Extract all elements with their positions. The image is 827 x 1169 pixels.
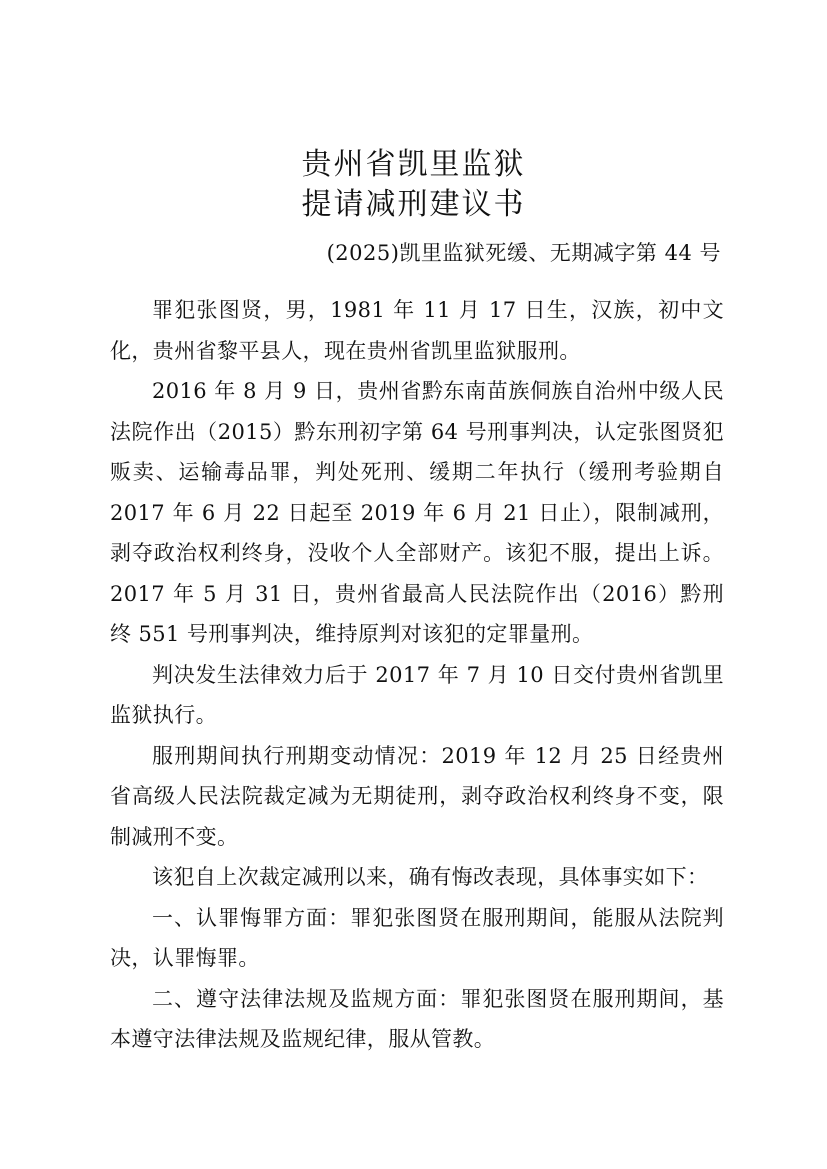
- title-line-institution: 贵州省凯里监狱: [301, 147, 526, 182]
- paragraph-admission-of-guilt: 一、认罪悔罪方面：罪犯张图贤在服刑期间，能服从法院判决，认罪悔罪。: [110, 905, 724, 970]
- document-title: [0, 145, 827, 225]
- document-body: [110, 290, 724, 1060]
- title-line-document-type: 提请减刑建议书: [301, 187, 526, 222]
- paragraph-delivery-for-execution: 判决发生法律效力后于 2017 年 7 月 10 日交付贵州省凯里监狱执行。: [110, 662, 724, 727]
- paragraph-repentance-summary: 该犯自上次裁定减刑以来，确有悔改表现，具体事实如下：: [152, 865, 709, 889]
- paragraph-criminal-info: 罪犯张图贤，男，1981 年 11 月 17 日生，汉族，初中文化，贵州省黎平县人，现在贵州省凯里监狱服刑。: [110, 298, 724, 363]
- document-number: (2025)凯里监狱死缓、无期减字第 44 号: [326, 241, 721, 265]
- paragraph-rule-compliance: 二、遵守法律法规及监规方面：罪犯张图贤在服刑期间，基本遵守法律法规及监规纪律，服从管教。: [110, 986, 724, 1051]
- paragraph-judgment-history: 2016 年 8 月 9 日，贵州省黔东南苗族侗族自治州中级人民法院作出（2015）黔东刑初字第 64 号刑事判决，认定张图贤犯贩卖、运输毒品罪，判处死刑、缓期二年执行（缓刑考验期自 2017 年 6 月 22 日起至 2019 年 6 月 21 日止），限制减刑，剥夺政治权利终身，没收个人全部财产。该犯不服，提出上诉。2017 年 5 月 31 日，贵州省最高人民法院作出（2016）黔刑终 551 号刑事判决，维持原判对该犯的定罪量刑。: [110, 379, 724, 646]
- paragraph-sentence-changes: 服刑期间执行刑期变动情况：2019 年 12 月 25 日经贵州省高级人民法院裁定减为无期徒刑，剥夺政治权利终身不变，限制减刑不变。: [110, 743, 724, 849]
